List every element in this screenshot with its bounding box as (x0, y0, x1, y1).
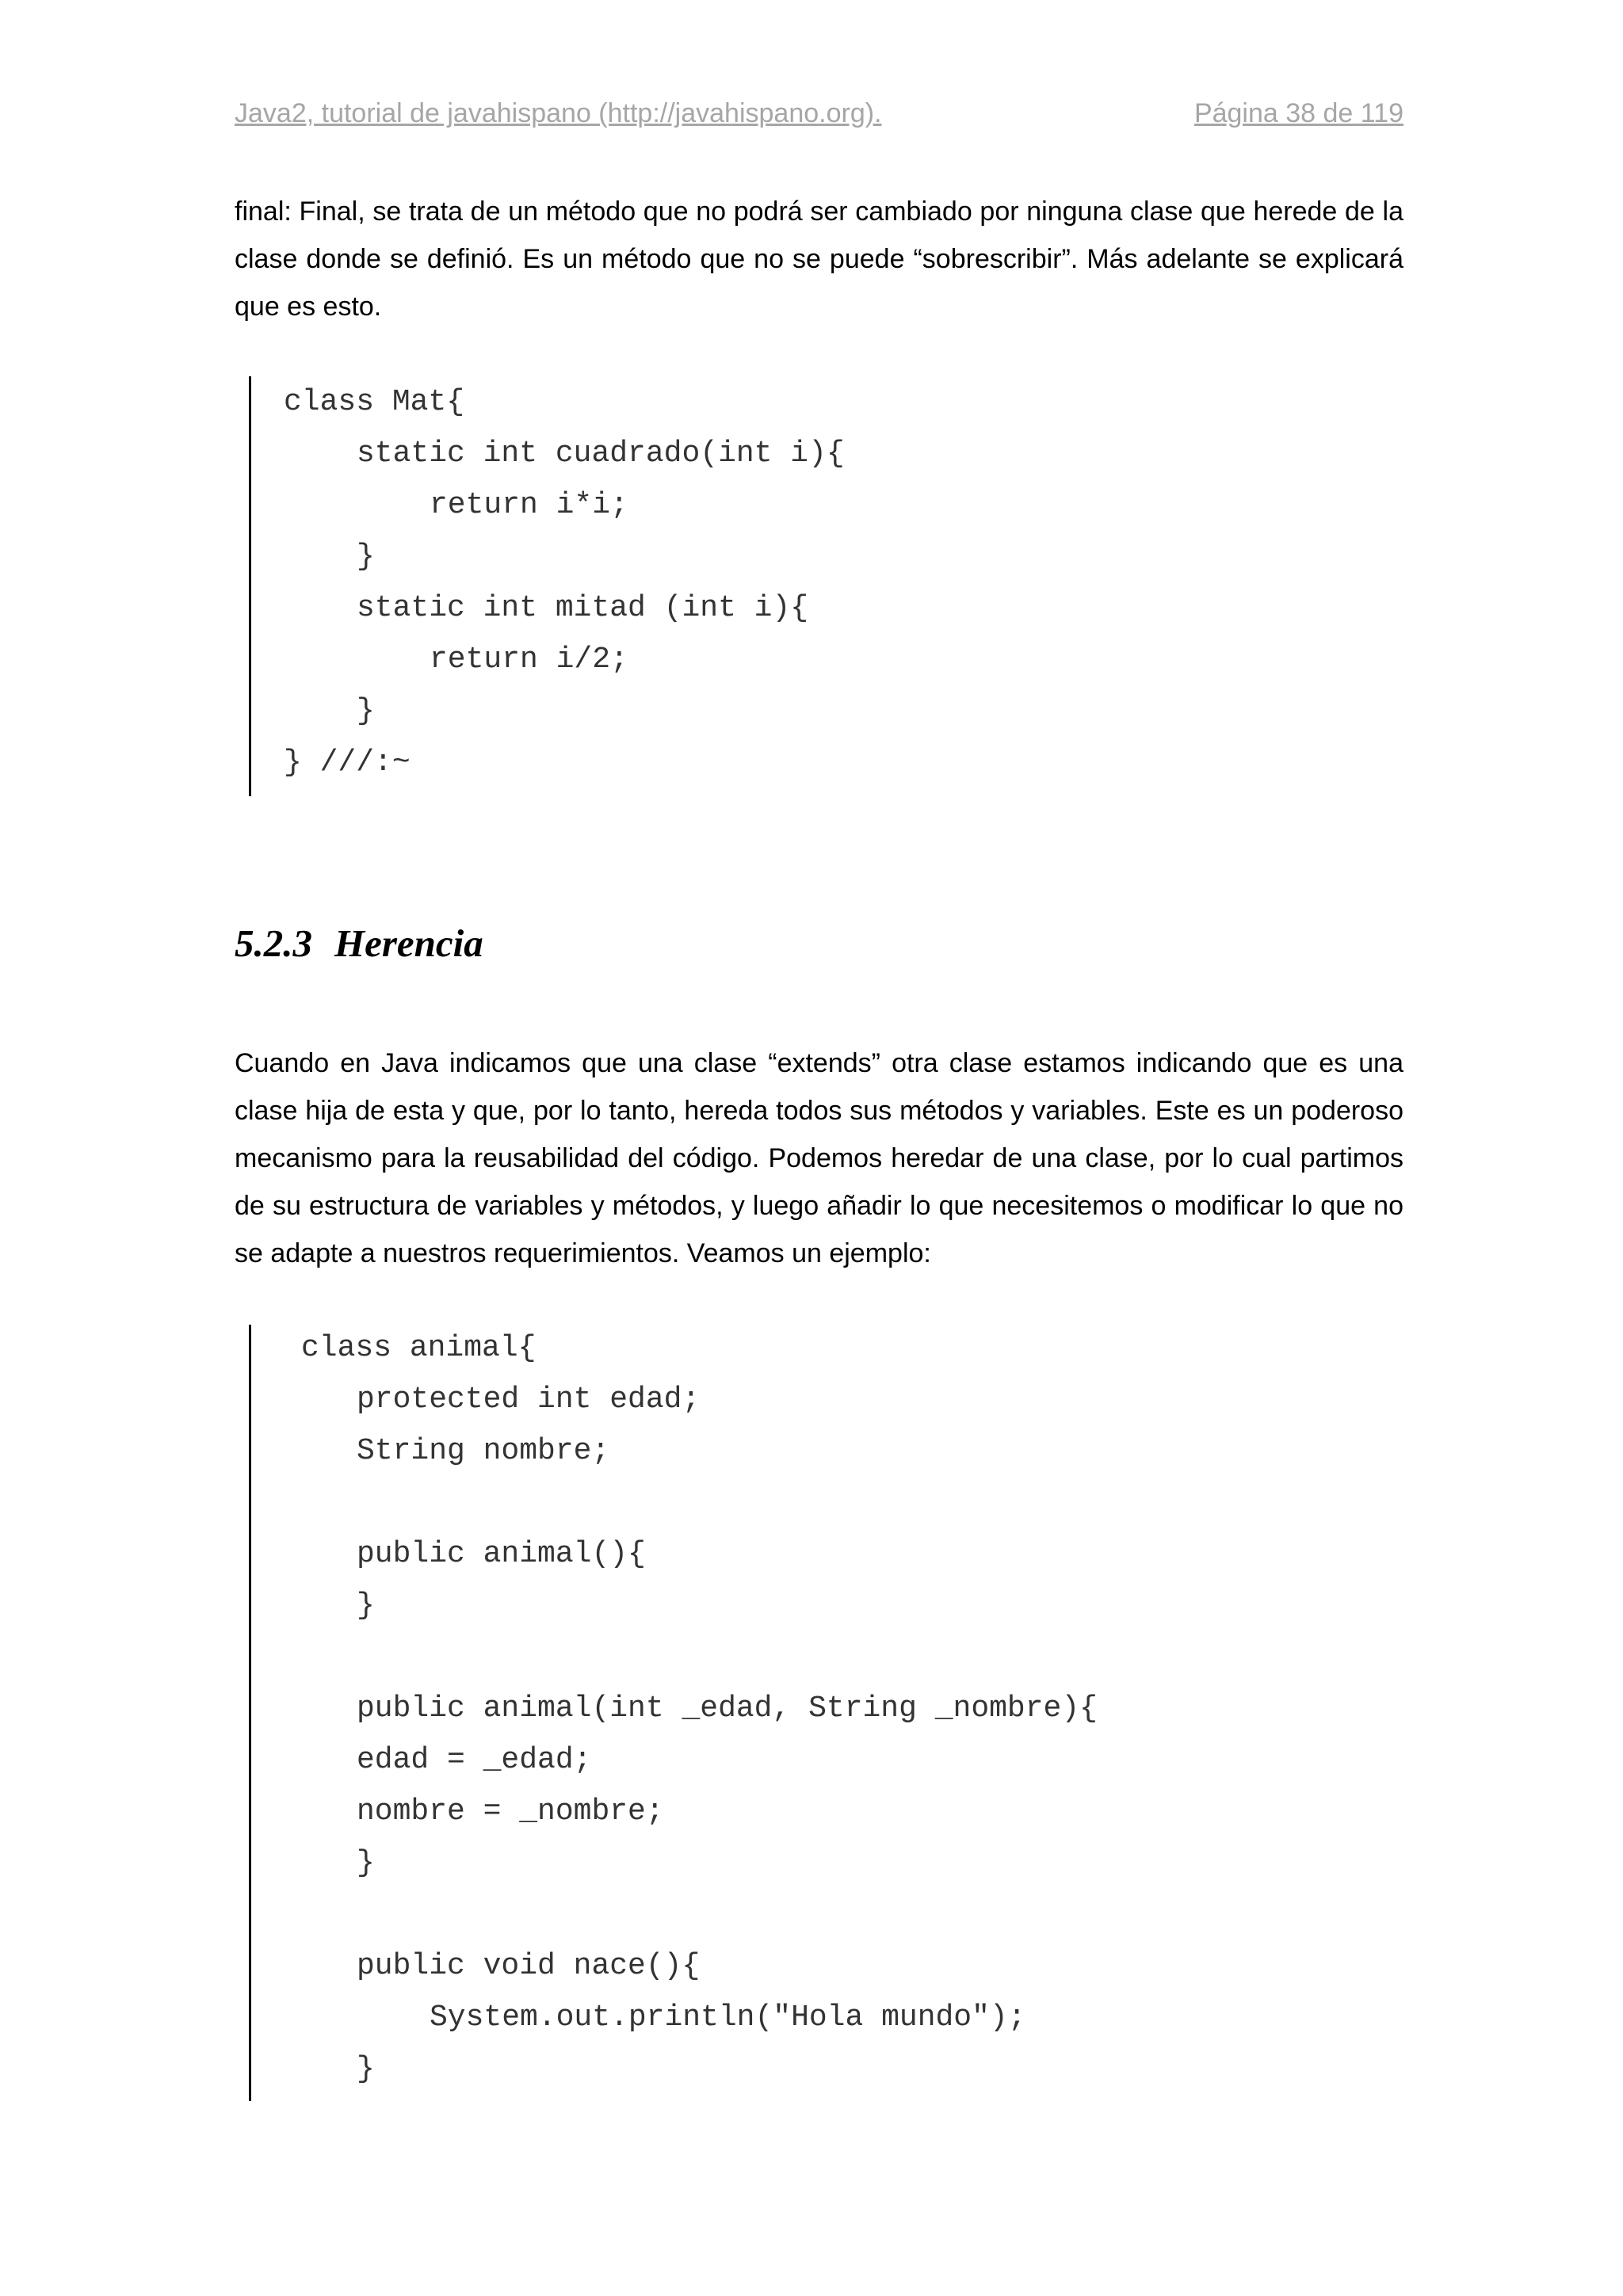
code-line: } (357, 694, 375, 728)
code-line: static int mitad (int i){ (357, 591, 809, 625)
code-line: } (357, 2052, 375, 2086)
code-line: } (357, 1589, 375, 1623)
code-line: return i*i; (430, 488, 628, 522)
code-line: class Mat{ (284, 385, 465, 419)
code-block-mat (249, 376, 251, 796)
code-line: public animal(){ (357, 1537, 646, 1571)
code-block-animal (249, 1325, 251, 2101)
header-title: Java2, tutorial de javahispano (http://javahispano.org). (235, 98, 882, 128)
code-line: } (357, 1846, 375, 1880)
code-line: protected int edad; (357, 1383, 701, 1417)
code-line: edad = _edad; (357, 1743, 592, 1777)
code-line: public animal(int _edad, String _nombre){ (357, 1691, 1098, 1726)
code-line: } (357, 540, 375, 574)
section-heading (235, 921, 483, 966)
page-number: Página 38 de 119 (1193, 98, 1403, 128)
code-line: System.out.println("Hola mundo"); (430, 2000, 1026, 2035)
code-line: nombre = _nombre; (357, 1794, 664, 1829)
paragraph-final: final: Final, se trata de un método que no podrá ser cambiado por ninguna clase que herede de la clase donde se definió. Es un método que no se puede “sobrescribir”. Más adelante se explicará que es esto. (235, 196, 1403, 322)
code-line: return i/2; (430, 643, 628, 677)
code-line: } ///:~ (284, 746, 411, 780)
code-line: public void nace(){ (357, 1949, 701, 1983)
paragraph-herencia: Cuando en Java indicamos que una clase “extends” otra clase estamos indicando que es una clase hija de esta y que, por lo tanto, hereda todos sus métodos y variables. Este es un poderoso mecanismo para la reusabilidad del código. Podemos heredar de una clase, por lo cual partimos de su estructura de variables y métodos, y luego añadir lo que necesitemos o modificar lo que no se adapte a nuestros requerimientos. Veamos un ejemplo: (235, 1048, 1403, 1268)
section-number: 5.2.3 (235, 921, 312, 965)
section-title: Herencia (334, 921, 483, 965)
code-line: String nombre; (357, 1434, 610, 1468)
code-line: static int cuadrado(int i){ (357, 437, 845, 471)
code-line: class animal{ (301, 1331, 537, 1365)
